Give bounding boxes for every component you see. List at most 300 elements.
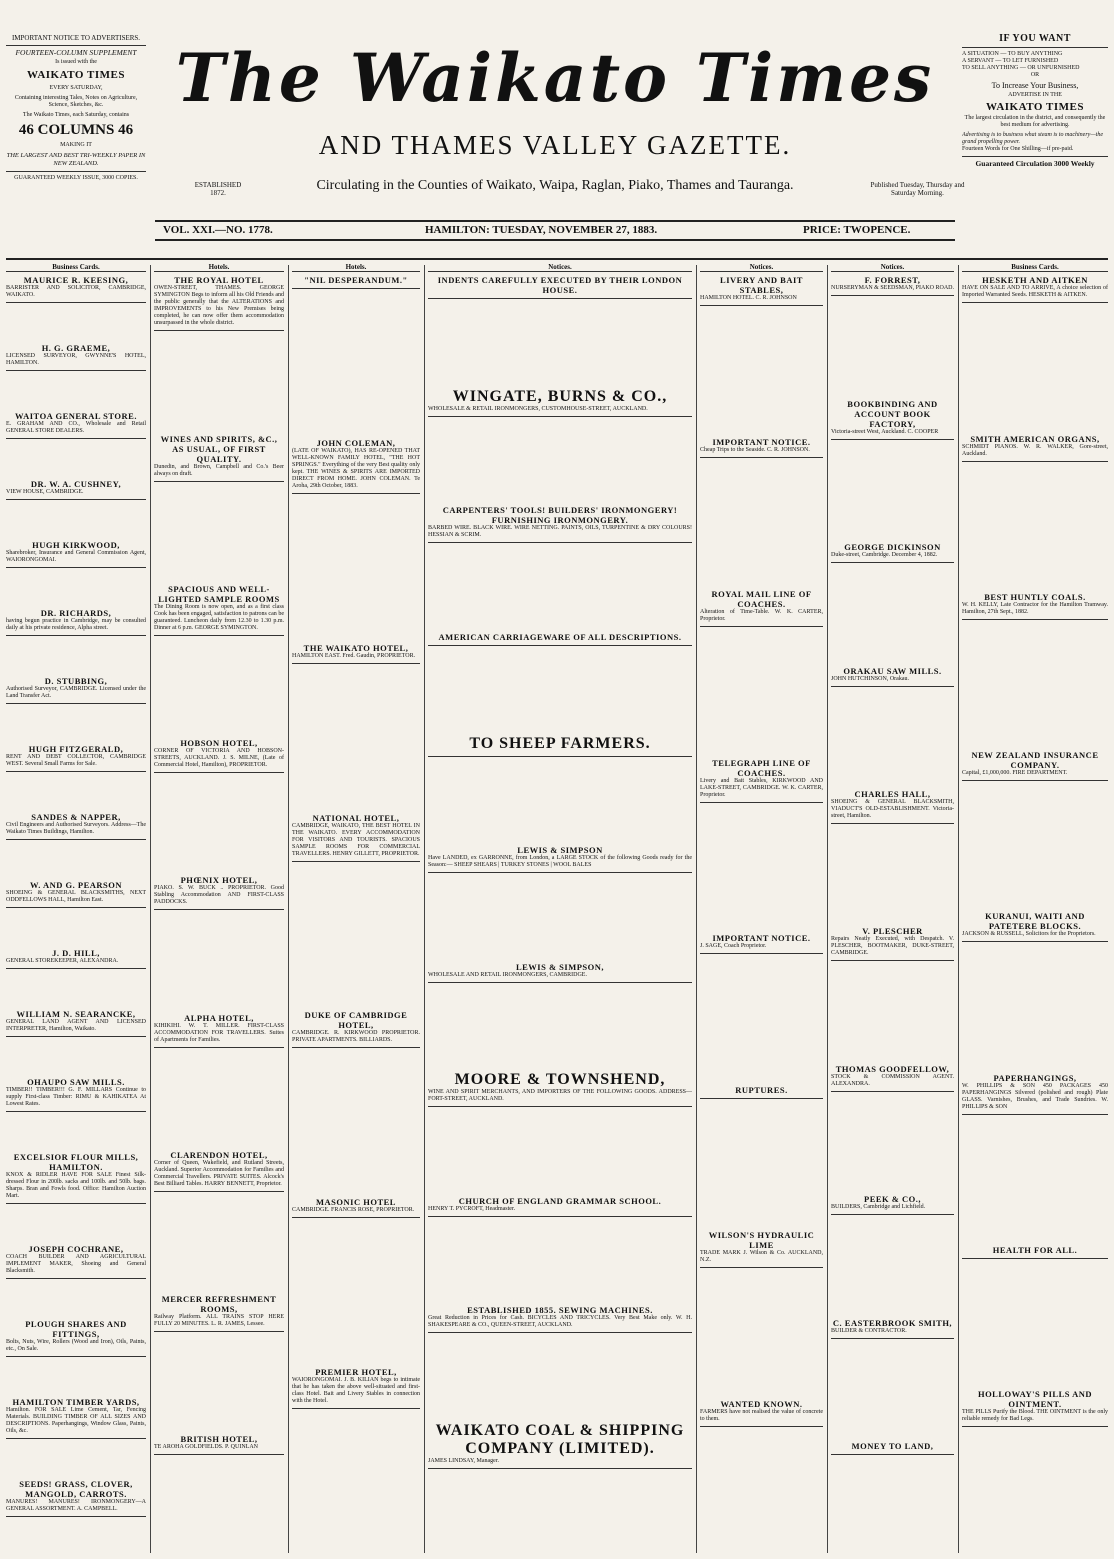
advertisement: [831, 1318, 954, 1339]
ad-body: JOHN HUTCHINSON, Orakau.: [831, 675, 909, 682]
ad-title: NEW ZEALAND INSURANCE COMPANY.: [971, 750, 1099, 771]
ad-body: COACH BUILDER AND AGRICULTURAL IMPLEMENT MAKER, Shoeing and General Blacksmith.: [6, 1254, 146, 1275]
ad-title: DUKE OF CAMBRIDGE HOTEL,: [304, 1010, 408, 1031]
ad-divider: [6, 635, 146, 636]
ad-title: MOORE & TOWNSHEND,: [454, 1071, 666, 1089]
volume-number: VOL. XXI.—NO. 1778.: [163, 224, 273, 236]
guaranteed-text: GUARANTEED WEEKLY ISSUE, 3000 COPIES.: [14, 175, 138, 182]
containing-text: Containing interesting Tales, Notes on Agriculture, Science, Sketches, &c.: [14, 95, 138, 109]
ad-divider: [831, 562, 954, 563]
ad-body: PIAKO. S. W. BUCK .. PROPRIETOR. Good Stabling Accommodation AND FIRST-CLASS PADDOCKS.: [154, 885, 284, 906]
ad-title: SMITH AMERICAN ORGANS,: [970, 433, 1100, 444]
advertisement: [962, 1245, 1108, 1259]
ad-title: THE ROYAL HOTEL: [174, 275, 264, 286]
advertisement: [154, 275, 284, 331]
ad-divider: [831, 1214, 954, 1215]
ad-body: WAIORONGOMAI. J. B. KILIAN begs to intimate that he has taken the above well-situated and first-class Hotel. Bait and Livery Stables in connection with the Hotel.: [292, 1376, 420, 1404]
advertisement: [6, 676, 146, 704]
paper-name: WAIKATO TIMES: [27, 69, 125, 82]
advertisement: [292, 1197, 420, 1218]
ad-body: KNOX & RIDLER HAVE FOR SALE Finest Silk-dressed Flour in 200lb. sacks and 100lb. and 50lb. bags. Sharps. Bran and Fowls food. Office: Hamilton Auction Mart.: [6, 1172, 146, 1200]
ad-divider: [428, 416, 692, 417]
ad-divider: [428, 298, 692, 299]
advertisement: [428, 1422, 692, 1469]
advertisement: [6, 812, 146, 840]
ad-body: Victoria-street West, Auckland. C. COOPER: [831, 428, 939, 435]
ad-body: MANURES! MANURES! IRONMONGERY—A GENERAL ASSORTMENT. A. CAMPBELL.: [6, 1499, 146, 1513]
ad-divider: [428, 756, 692, 757]
advertisement: [154, 434, 284, 482]
advertisement: [831, 1064, 954, 1092]
ad-title: WANTED KNOWN.: [720, 1398, 803, 1409]
increase-text: To Increase Your Business,: [991, 81, 1079, 90]
ad-divider: [6, 302, 146, 303]
ad-body: JAMES LINDSAY, Manager.: [428, 1457, 500, 1464]
ad-title: HOLLOWAY'S PILLS AND OINTMENT.: [977, 1389, 1093, 1410]
advertisement: [6, 880, 146, 908]
ad-title: HEALTH FOR ALL.: [992, 1244, 1078, 1255]
largest-text: THE LARGEST AND BEST TRI-WEEKLY PAPER IN NEW ZEALAND.: [6, 152, 146, 168]
ad-title: H. G. GRAEME,: [41, 343, 111, 354]
ad-divider: [962, 302, 1108, 303]
ad-divider: [831, 960, 954, 961]
ad-title: PEEK & CO.,: [864, 1194, 921, 1205]
ad-title: SANDES & NAPPER,: [31, 812, 121, 823]
ad-title: MAURICE R. KEESING,: [23, 275, 129, 286]
advertisement: [831, 399, 954, 440]
ad-title: NATIONAL HOTEL,: [312, 812, 400, 823]
advertisement: [428, 275, 692, 299]
ad-title: CHARLES HALL,: [854, 788, 931, 799]
issue-date: HAMILTON: TUESDAY, NOVEMBER 27, 1883.: [425, 224, 658, 236]
ad-title: PAPERHANGINGS,: [993, 1072, 1077, 1083]
ad-divider: [154, 1454, 284, 1455]
advertisement: [700, 275, 823, 306]
advertisement: [6, 343, 146, 371]
ad-title: PHŒNIX HOTEL,: [180, 875, 258, 886]
advertisement: [154, 1013, 284, 1048]
advertisement: [292, 813, 420, 862]
ad-title: AMERICAN CARRIAGEWARE OF ALL DESCRIPTIONS.: [438, 632, 682, 642]
ad-title: WINGATE, BURNS & CO.,: [452, 387, 668, 405]
ad-divider: [6, 370, 146, 371]
ad-title: V. PLESCHER: [862, 926, 923, 937]
advertisement: [6, 411, 146, 439]
advertisement: [831, 666, 954, 687]
advertisement: [428, 962, 692, 983]
price: PRICE: TWOPENCE.: [803, 224, 911, 236]
ad-body: E. GRAHAM AND CO., Wholesale and Retail GENERAL STORE DEALERS.: [6, 421, 146, 435]
if-you-want-heading: IF YOU WANT: [999, 34, 1071, 44]
ad-body: RENT AND DEBT COLLECTOR, CAMBRIDGE WEST. Several Small Farms for Sale.: [6, 754, 146, 768]
ad-title: HUGH FITZGERALD,: [28, 744, 124, 755]
ad-body: STOCK & COMMISSION AGENT. ALEXANDRA.: [831, 1073, 954, 1087]
ad-divider: [428, 982, 692, 983]
established-label: ESTABLISHED 1872.: [194, 181, 242, 197]
advertise-text: ADVERTISE IN THE: [1008, 92, 1062, 99]
want-line: TO SELL ANYTHING — OR UNFURNISHED: [962, 65, 1080, 71]
ad-title: MERCER REFRESHMENT ROOMS,: [161, 1293, 277, 1314]
ad-body: The Dining Room is now open, and as a first class Cook has been engaged, satisfaction to patrons can be guaranteed. Luncheon daily from 12.30 to 1.30 p.m. Dinner at 6 p.m. GEORGE SYMINGTON.: [154, 603, 284, 631]
advertisement: [700, 933, 823, 954]
advertisement: [962, 1073, 1108, 1115]
making-text: MAKING IT: [60, 142, 92, 149]
advertisement: [6, 608, 146, 636]
ad-divider: [962, 1258, 1108, 1259]
ad-body: HAMILTON EAST. Fred. Gaudin, PROPRIETOR.: [292, 652, 416, 659]
columns-count: 46 COLUMNS 46: [18, 122, 134, 139]
column-heading: Hotels.: [154, 264, 284, 272]
ad-divider: [292, 1047, 420, 1048]
advertisement: [962, 911, 1108, 942]
ad-divider: [292, 663, 420, 664]
ad-title: WINES AND SPIRITS, &C., AS USUAL, OF FIRST QUALITY.: [160, 433, 278, 464]
ad-body: CAMBRIDGE. R. KIRKWOOD PROPRIETOR. PRIVATE APARTMENTS. BILLIARDS.: [292, 1030, 420, 1044]
column-heading: Notices.: [428, 264, 692, 272]
issued-text: Is issued with the: [55, 59, 97, 66]
advertisement: [292, 1010, 420, 1048]
ad-divider: [6, 1278, 146, 1279]
ad-body: Cheap Trips to the Seaside. C. R. JOHNSON.: [700, 447, 810, 454]
advertisement: [154, 584, 284, 636]
ad-divider: [6, 1516, 146, 1517]
advertisement: [700, 589, 823, 627]
ad-title: IMPORTANT NOTICE.: [712, 933, 811, 944]
paper-name-right: WAIKATO TIMES: [986, 101, 1084, 114]
ad-body: BUILDERS, Cambridge and Lichfield.: [831, 1204, 926, 1211]
ad-body: BUILDER & CONTRACTOR.: [831, 1327, 907, 1334]
ad-body: Corner of Queen, Wakefield, and Rutland Streets, Auckland. Superior Accommodation for Families and Commercial Travellers. PRIVATE SUITES. Alcock's Best Billiard Tables. HARRY BENNETT, Proprietor.: [154, 1159, 284, 1187]
ad-divider: [292, 288, 420, 289]
advertisement: [6, 1077, 146, 1112]
ad-divider: [6, 968, 146, 969]
ad-title: HOBSON HOTEL,: [180, 738, 258, 749]
ad-body: Have LANDED, ex GARRONNE, from London, a LARGE STOCK of the following Goods ready for the Season:— SHEEP SHEARS | TURKEY STONES | WOOL BALES: [428, 855, 692, 869]
ad-title: DR. RICHARDS,: [40, 608, 112, 619]
advertisement: [6, 1152, 146, 1204]
ad-body: SHOEING & GENERAL BLACKSMITHS, NEXT ODDFELLOWS HALL, Hamilton East.: [6, 890, 146, 904]
advertisement: [6, 1397, 146, 1439]
ad-body: LICENSED SURVEYOR, GWYNNE'S HOTEL, HAMILTON.: [6, 353, 146, 367]
advertisement: [831, 789, 954, 824]
advertisement: [428, 1071, 692, 1107]
ad-body: HAVE ON SALE AND TO ARRIVE, A choice selection of Imported Warranted Seeds. HESKETH & AITKEN.: [962, 285, 1108, 299]
want-line: A SERVANT — TO LET FURNISHED: [962, 58, 1059, 64]
advertisement: [428, 1305, 692, 1333]
advertisement: [700, 1085, 823, 1099]
advertisement: [154, 1150, 284, 1192]
ad-divider: [6, 771, 146, 772]
ad-title: CARPENTERS' TOOLS! BUILDERS' IRONMONGERY! FURNISHING IRONMONGERY.: [442, 505, 678, 526]
ad-body: Duke-street, Cambridge. December 4, 1882.: [831, 552, 938, 559]
ad-body: TIMBER!! TIMBER!!! G. F. MILLARS Continue to supply First-class Timber: RIMU & KAHIKATEA At Lowest Rates.: [6, 1087, 146, 1108]
ad-title: ROYAL MAIL LINE OF COACHES.: [711, 588, 812, 609]
advertisement: [428, 845, 692, 873]
advertisement: [962, 592, 1108, 620]
advertisement: [831, 1441, 954, 1455]
ad-divider: [962, 1426, 1108, 1427]
ad-divider: [154, 909, 284, 910]
ad-body: SCHMIDT PIANOS. W. R. WALKER, Gore-street, Auckland.: [962, 443, 1108, 457]
ad-title: TO SHEEP FARMERS.: [469, 734, 651, 752]
ad-title: INDENTS CAREFULLY EXECUTED BY THEIR LONDON HOUSE.: [437, 275, 683, 296]
ad-title: W. AND G. PEARSON: [29, 880, 123, 891]
ad-body: Livery and Bait Stables, KIRKWOOD AND LAKE-STREET, CAMBRIDGE. W. K. CARTER, Proprietor.: [700, 777, 823, 798]
ad-title: ALPHA HOTEL,: [184, 1012, 254, 1023]
ad-title: THOMAS GOODFELLOW,: [835, 1063, 950, 1074]
ad-title: WILSON'S HYDRAULIC LIME: [708, 1229, 815, 1250]
ad-title: RUPTURES.: [735, 1085, 788, 1096]
advertisement: [700, 1399, 823, 1427]
ad-divider: [428, 542, 692, 543]
ad-body: WHOLESALE & RETAIL IRONMONGERS, CUSTOMHOUSE-STREET, AUCKLAND.: [428, 405, 648, 412]
ad-title: BRITISH HOTEL,: [180, 1434, 258, 1445]
ad-body: TRADE MARK J. Wilson & Co. AUCKLAND, N.Z.: [700, 1249, 823, 1263]
column-hotels-1: [154, 264, 284, 1554]
ad-divider: [831, 439, 954, 440]
ad-divider: [154, 481, 284, 482]
ad-divider: [831, 686, 954, 687]
advertisement: [292, 643, 420, 664]
ad-divider: [831, 1454, 954, 1455]
ad-body: JACKSON & RUSSELL, Solicitors for the Proprietors.: [962, 931, 1096, 938]
advertisement: [428, 388, 692, 417]
ad-title: LEWIS & SIMPSON: [517, 845, 603, 856]
ad-body: Repairs Neatly Executed, with Despatch. V. PLESCHER, BOOTMAKER, DUKE-STREET, CAMBRIDGE.: [831, 936, 954, 957]
ad-title: LEWIS & SIMPSON,: [515, 961, 605, 972]
ad-divider: [428, 1468, 692, 1469]
ad-body: KIHIKIHI. W. T. MILLER. FIRST-CLASS ACCOMMODATION FOR TRAVELLERS. Suites of Apartments for Families.: [154, 1022, 284, 1043]
ad-title: DR. W. A. CUSHNEY,: [30, 479, 122, 490]
ad-title: HAMILTON TIMBER YARDS,: [12, 1397, 140, 1408]
ad-divider: [154, 1331, 284, 1332]
left-notice: [6, 34, 146, 264]
advertisement: [154, 1434, 284, 1455]
ad-body: GENERAL LAND AGENT AND LICENSED INTERPRETER, Hamilton, Waikato.: [6, 1019, 146, 1033]
advertisement: [962, 750, 1108, 781]
times-each-text: The Waikato Times, each Saturday, contains: [22, 112, 130, 119]
dateline: [155, 220, 955, 241]
ad-divider: [831, 1091, 954, 1092]
advertisement: [831, 1194, 954, 1215]
ad-title: MASONIC HOTEL: [316, 1196, 396, 1207]
ad-divider: [700, 1098, 823, 1099]
published-label: Published Tuesday, Thursday and Saturday Morning.: [870, 181, 965, 197]
ad-divider: [6, 1111, 146, 1112]
ad-title: ESTABLISHED 1855. SEWING MACHINES.: [467, 1305, 653, 1316]
column-hotels-2: [292, 264, 420, 1554]
ad-divider: [700, 802, 823, 803]
ad-title: OHAUPO SAW MILLS.: [27, 1077, 125, 1088]
ad-divider: [700, 457, 823, 458]
advertisement: [6, 948, 146, 969]
ad-body: Authorised Surveyor, CAMBRIDGE. Licensed under the Land Transfer Act.: [6, 686, 146, 700]
ad-divider: [6, 907, 146, 908]
ad-body: Hamilton. FOR SALE Lime Cement, Tar, Fencing Materials. BUILDING TIMBER OF ALL SIZES AND DESCRIPTIONS. Paperhangings, Window Glass, Paints, Oils, &c.: [6, 1407, 146, 1435]
ad-body: NURSERYMAN & SEEDSMAN, PIAKO ROAD.: [831, 285, 954, 292]
advertisement: [6, 744, 146, 772]
masthead-subtitle: AND THAMES VALLEY GAZETTE.: [318, 130, 792, 160]
advertisement: [831, 926, 954, 961]
ad-title: SPACIOUS AND WELL-LIGHTED SAMPLE ROOMS: [158, 583, 280, 604]
ad-title: HESKETH AND AITKEN: [982, 275, 1088, 286]
ad-body: WINE AND SPIRIT MERCHANTS, AND IMPORTERS OF THE FOLLOWING GOODS. ADDRESS—FORT-STREET, AUCKLAND.: [428, 1089, 692, 1103]
ad-title: TELEGRAPH LINE OF COACHES.: [712, 757, 811, 778]
ad-title: GEORGE DICKINSON: [844, 542, 941, 553]
ad-body: CORNER OF VICTORIA AND HOBSON-STREETS, AUCKLAND. J. S. MILNE, (Late of Commercial Hotel, Hamilton), PROPRIETOR.: [154, 748, 284, 769]
ad-divider: [6, 703, 146, 704]
ad-divider: [292, 1217, 420, 1218]
ad-title: C. EASTERBROOK SMITH,: [832, 1317, 953, 1328]
ad-divider: [6, 1438, 146, 1439]
ad-divider: [700, 1267, 823, 1268]
ad-divider: [700, 953, 823, 954]
ad-title: WAIKATO COAL & SHIPPING COMPANY (LIMITED).: [435, 1421, 685, 1457]
ad-title: IMPORTANT NOTICE.: [712, 437, 811, 448]
ad-divider: [700, 1426, 823, 1427]
guaranteed-circulation: Guaranteed Circulation 3000 Weekly: [975, 159, 1095, 169]
column-notices-2: [700, 264, 823, 1554]
ad-title: PREMIER HOTEL,: [315, 1366, 397, 1377]
circulation-text: The largest circulation in the district, and consequently the best medium for advertising.: [964, 115, 1106, 129]
advertisement: [6, 1479, 146, 1517]
masthead-title: The Waikato Times: [175, 39, 935, 117]
ad-title: LIVERY AND BAIT STABLES,: [720, 275, 803, 296]
ad-body: FARMERS have not realised the value of concrete to them.: [700, 1408, 823, 1422]
ad-title: PLOUGH SHARES AND FITTINGS,: [25, 1319, 127, 1340]
ad-body: Great Reduction in Prices for Cash. BICYCLES AND TRICYCLES. Very Best Make only. W. H. SHAKESPEARE & CO., QUEEN-STREET, AUCKLAND.: [428, 1315, 692, 1329]
ad-divider: [154, 330, 284, 331]
advertisement: [292, 438, 420, 494]
ad-divider: [154, 772, 284, 773]
advertisement: [6, 540, 146, 568]
motto-text: Advertising is to business what steam is to machinery—the grand propelling power.: [962, 132, 1103, 146]
ad-title: JOSEPH COCHRANE,: [28, 1244, 124, 1255]
advertisement: [831, 275, 954, 296]
ad-title: D. STUBBING,: [44, 676, 108, 687]
ad-divider: [292, 1408, 420, 1409]
ad-body: having begun practice in Cambridge, may be consulted daily at his private residence, Alpha street.: [6, 618, 146, 632]
ad-title: WILLIAM N. SEARANCKE,: [16, 1009, 136, 1020]
ad-divider: [6, 1036, 146, 1037]
column-heading: Business Cards.: [6, 264, 146, 272]
ad-divider: [962, 780, 1108, 781]
ad-title: J. D. HILL,: [52, 948, 100, 959]
ad-divider: [154, 635, 284, 636]
ad-title: THE WAIKATO HOTEL,: [303, 642, 409, 653]
ad-body: Capital, £1,000,000. FIRE DEPARTMENT.: [962, 770, 1068, 777]
ad-body: (LATE OF WAIKATO), HAS RE-OPENED THAT WELL-KNOWN FAMILY HOTEL, "THE HOT SPRINGS." Everything of the very Best quality only kept. THE WINES & SPIRITS ARE IMPORTED DIRECT FROM HOME. JOHN COLEMAN. Te Aroha, 29th October, 1883.: [292, 448, 420, 490]
column-business-cards-right: [962, 264, 1108, 1554]
fourteen-words-text: Fourteen Words for One Shilling—if pre-paid.: [962, 146, 1074, 153]
or-text: OR: [1030, 72, 1040, 78]
advertisement: [428, 632, 692, 646]
circulating-line: Circulating in the Counties of Waikato, Waipa, Raglan, Piako, Thames and Tauranga.: [316, 178, 794, 193]
ad-body: OWEN-STREET, THAMES. GEORGE SYMINGTON Begs to inform all his Old Friends and the public generally that the ALTERATIONS and IMPROVEMENTS to his New Premises being completed, he can now offer them accommodation unsurpassed in the whole district.: [154, 285, 284, 327]
ad-divider: [154, 1047, 284, 1048]
ad-divider: [6, 1356, 146, 1357]
ad-body: SHOEING & GENERAL BLACKSMITH, VIADUCT'S OLD-ESTABLISHMENT. Victoria-street, Hamilton.: [831, 798, 954, 819]
ad-title: SEEDS! GRASS, CLOVER, MANGOLD, CARROTS.: [19, 1479, 133, 1500]
column-notices-1: [428, 264, 692, 1554]
ad-body: HAMILTON HOTEL. C. R. JOHNSON: [700, 295, 797, 302]
ad-body: BARBED WIRE. BLACK WIRE. WIRE NETTING. PAINTS, OILS, TURPENTINE & DRY COLOURS! HESSIAN & SCRIM.: [428, 525, 692, 539]
ad-body: Bolts, Nuts, Wire, Rollers (Wood and Iron), Oils, Paints, etc., On Sale.: [6, 1339, 146, 1353]
ad-divider: [831, 295, 954, 296]
ad-body: W. PHILLIPS & SON 450 PACKAGES 450 PAPERHANGINGS Silvered (polished and rough) Plate GLASS. Varnishes, Brushes, and Trade Sundries. W. PHILLIPS & SON: [962, 1082, 1108, 1110]
ad-body: Civil Engineers and Authorised Surveyors. Address—The Waikato Times Buildings, Hamilton.: [6, 822, 146, 836]
ad-title: KURANUI, WAITI AND PATETERE BLOCKS.: [985, 911, 1085, 932]
ad-body: WHOLESALE AND RETAIL IRONMONGERS, CAMBRIDGE.: [428, 971, 587, 978]
ad-divider: [6, 567, 146, 568]
column-business-cards: [6, 264, 146, 1554]
column-heading: Hotels.: [292, 264, 420, 272]
ad-body: TE AROHA GOLDFIELDS. P. QUINLAN: [154, 1444, 259, 1451]
advertisement: [700, 1230, 823, 1268]
ad-title: MONEY TO LAND,: [851, 1440, 934, 1451]
ad-divider: [428, 1106, 692, 1107]
ad-body: CAMBRIDGE. FRANCIS ROSE, PROPRIETOR.: [292, 1206, 415, 1213]
ad-body: GENERAL STOREKEEPER, ALEXANDRA.: [6, 958, 119, 965]
column-heading: Notices.: [831, 264, 954, 272]
ad-divider: [6, 1203, 146, 1204]
ad-body: BARRISTER AND SOLICITOR, CAMBRIDGE, WAIKATO.: [6, 285, 146, 299]
ad-title: BEST HUNTLY COALS.: [984, 591, 1086, 602]
ad-body: THE PILLS Purify the Blood. THE OINTMENT is the only reliable remedy for Bad Legs.: [962, 1409, 1108, 1423]
ad-body: VIEW HOUSE, CAMBRIDGE.: [6, 489, 84, 496]
ad-divider: [292, 861, 420, 862]
advertisement: [962, 1389, 1108, 1427]
ad-title: CHURCH OF ENGLAND GRAMMAR SCHOOL.: [458, 1195, 662, 1206]
advertisement: [6, 1244, 146, 1279]
advertisement: [6, 1009, 146, 1037]
advertisement: [700, 758, 823, 803]
ad-body: Sharebroker, Insurance and General Commission Agent, WAIORONGOMAI.: [6, 550, 146, 564]
advertisement: [6, 275, 146, 303]
ad-divider: [6, 438, 146, 439]
column-notices-3: [831, 264, 954, 1554]
ad-title: HUGH KIRKWOOD,: [32, 540, 120, 551]
ad-divider: [962, 619, 1108, 620]
ad-body: W. H. KELLY, Late Contractor for the Hamilton Tramway. Hamilton, 27th Sept., 1882.: [962, 601, 1108, 615]
ad-divider: [428, 1216, 692, 1217]
want-line: A SITUATION — TO BUY ANYTHING: [962, 51, 1063, 57]
ad-title: F. FORREST,: [864, 275, 921, 286]
ad-divider: [154, 1191, 284, 1192]
ad-divider: [700, 626, 823, 627]
ad-divider: [962, 941, 1108, 942]
ad-title: JOHN COLEMAN,: [316, 438, 396, 449]
ad-divider: [6, 839, 146, 840]
right-notice: [962, 34, 1108, 264]
notice-heading: IMPORTANT NOTICE TO ADVERTISERS.: [11, 34, 141, 42]
advertisement: [962, 434, 1108, 462]
advertisement: [428, 735, 692, 757]
advertisement: [292, 275, 420, 289]
advertisement: [154, 875, 284, 910]
ad-divider: [428, 1332, 692, 1333]
ad-body: CAMBRIDGE, WAIKATO, THE BEST HOTEL IN THE WAIKATO. EVERY ACCOMMODATION FOR VISITORS AND TOURISTS. SPACIOUS SAMPLE ROOMS FOR COMMERCIAL TRAVELLERS. HENRY GILLETT, PROPRIETOR.: [292, 822, 420, 857]
ad-title: BOOKBINDING AND ACCOUNT BOOK FACTORY,: [847, 398, 938, 429]
advertisement: [428, 1196, 692, 1217]
ad-body: J. SAGE, Coach Proprietor.: [700, 943, 767, 950]
ad-divider: [700, 305, 823, 306]
column-heading: Notices.: [700, 264, 823, 272]
advertisement: [962, 275, 1108, 303]
advertisement: [154, 1294, 284, 1332]
ad-divider: [292, 493, 420, 494]
ad-divider: [6, 499, 146, 500]
